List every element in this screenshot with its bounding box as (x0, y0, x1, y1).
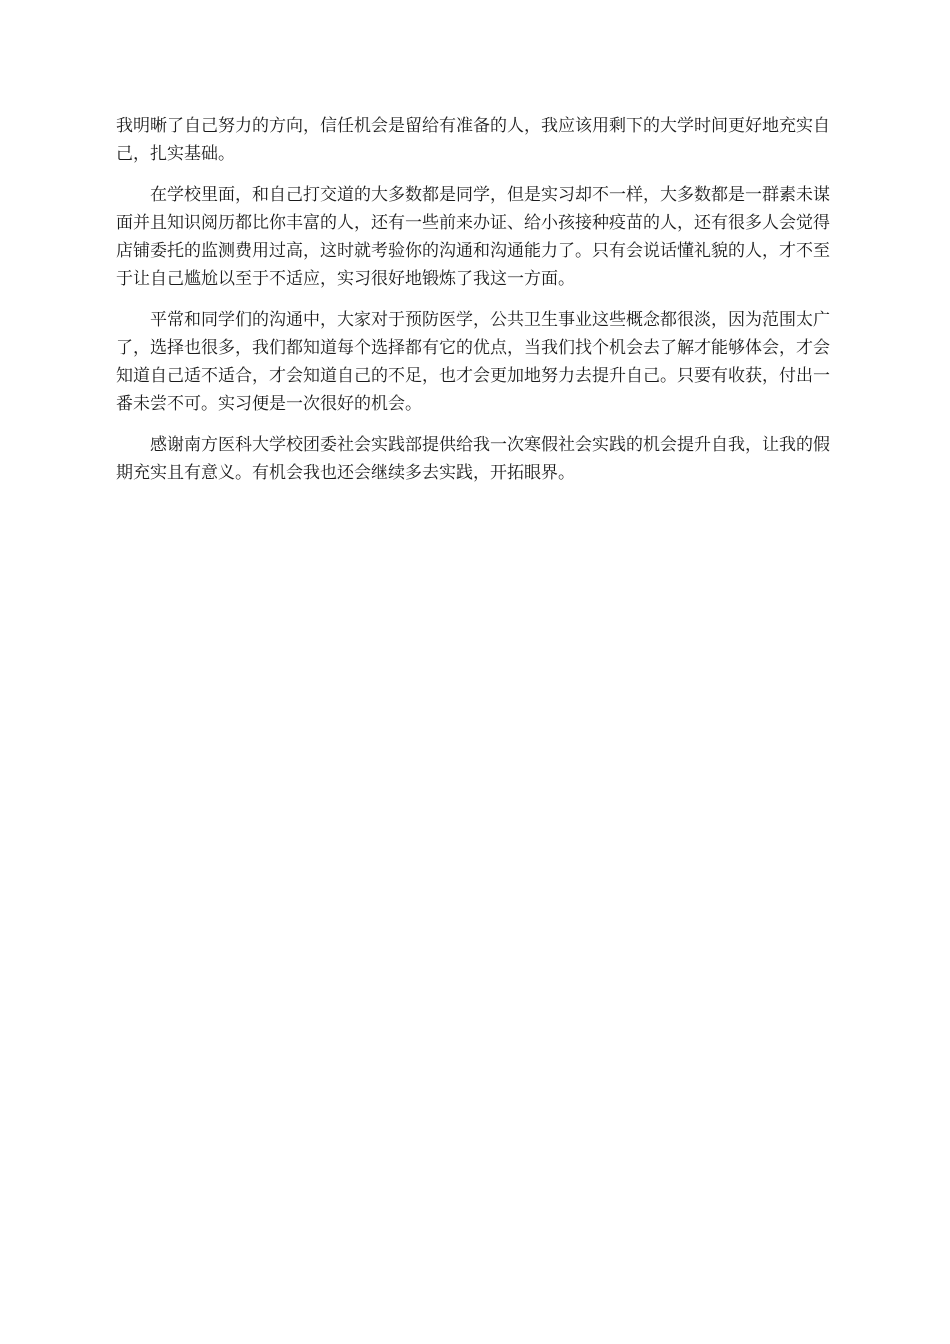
document-body (116, 112, 830, 500)
paragraph-1: 我明晰了自己努力的方向，信任机会是留给有准备的人，我应该用剩下的大学时间更好地充实自己，扎实基础。 (116, 116, 830, 164)
paragraph-3: 平常和同学们的沟通中，大家对于预防医学，公共卫生事业这些概念都很淡，因为范围太广了，选择也很多，我们都知道每个选择都有它的优点，当我们找个机会去了解才能够体会，才会知道自己适不适合，才会知道自己的不足，也才会更加地努力去提升自己。只要有收获，付出一番未尝不可。实习便是一次很好的机会。 (116, 310, 830, 414)
paragraph-2: 在学校里面，和自己打交道的大多数都是同学，但是实习却不一样，大多数都是一群素未谋面并且知识阅历都比你丰富的人，还有一些前来办证、给小孩接种疫苗的人，还有很多人会觉得店铺委托的监测费用过高，这时就考验你的沟通和沟通能力了。只有会说话懂礼貌的人，才不至于让自己尴尬以至于不适应，实习很好地锻炼了我这一方面。 (116, 185, 830, 289)
paragraph-4: 感谢南方医科大学校团委社会实践部提供给我一次寒假社会实践的机会提升自我，让我的假期充实且有意义。有机会我也还会继续多去实践，开拓眼界。 (116, 435, 830, 483)
